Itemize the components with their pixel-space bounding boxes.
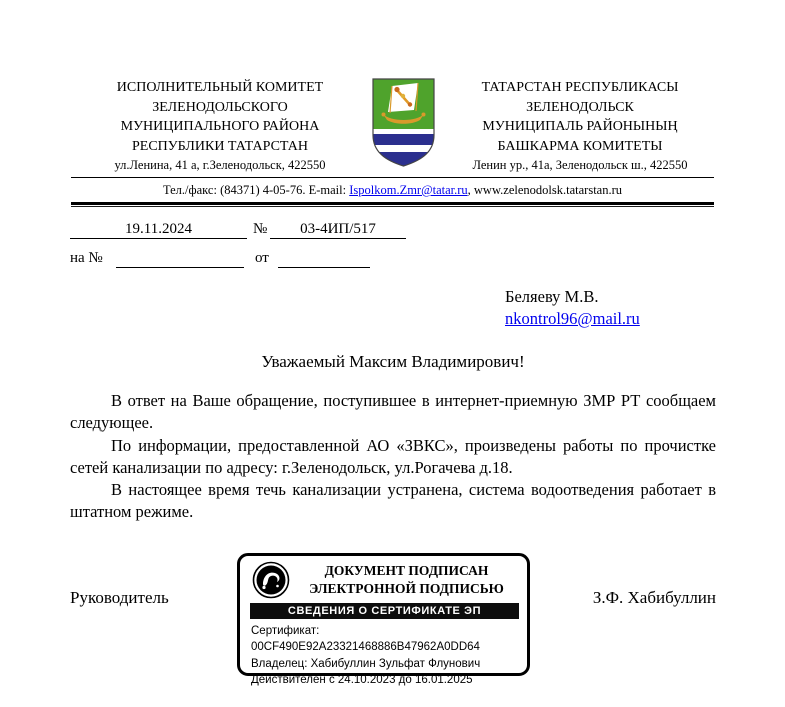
reply-date-blank <box>278 248 370 268</box>
contact-line <box>70 182 715 199</box>
reply-to-label: на № <box>70 250 103 266</box>
stamp-certificate-number: Сертификат: 00CF490E92A23321468886B47962A0DD64 <box>251 625 480 654</box>
org-line: ЗЕЛЕНОДОЛЬСКОГО <box>152 99 288 115</box>
paragraph: В ответ на Ваше обращение, поступившее в интернет-приемную ЗМР РТ сообщаем следующее. <box>70 391 716 433</box>
coat-of-arms-zelenodolsk-icon <box>370 77 437 174</box>
number-sign-label: № <box>253 221 268 237</box>
header-divider-thin <box>71 206 714 207</box>
org-line: ИСПОЛНИТЕЛЬНЫЙ КОМИТЕТ <box>116 80 324 95</box>
stamp-title-line1: ДОКУМЕНТ ПОДПИСАН <box>324 563 489 578</box>
org-name-tatar <box>437 78 723 173</box>
org-line: ЗЕЛЕНОДОЛЬСК <box>526 99 634 115</box>
stamp-title-line2: ЭЛЕКТРОННОЙ ПОДПИСЬЮ <box>309 580 504 596</box>
reply-from-label: от <box>255 250 269 266</box>
stamp-certificate-details <box>251 623 523 688</box>
stamp-certificate-header: СВЕДЕНИЯ О СЕРТИФИКАТЕ ЭП <box>250 603 519 619</box>
stamp-title <box>292 562 521 597</box>
recipient-email-link[interactable]: nkontrol96@mail.ru <box>505 309 640 328</box>
tatarstan-emblem-icon <box>252 561 290 604</box>
org-line: МУНИЦИПАЛЬНОГО РАЙОНА <box>120 119 320 134</box>
esignature-stamp <box>237 553 530 686</box>
header-divider-top <box>71 177 714 178</box>
org-line: БАШКАРМА КОМИТЕТЫ <box>497 138 663 154</box>
letter-number: 03-4ИП/517 <box>300 221 376 237</box>
header-divider-thick <box>71 202 714 205</box>
contact-phone: Тел./факс: (84371) 4-05-76. E-mail: <box>162 183 350 197</box>
signer-name: З.Ф. Хабибуллин <box>592 588 716 607</box>
salutation: Уважаемый Максим Владимирович! <box>261 352 525 371</box>
org-line: МУНИЦИПАЛЬ РАЙОНЫНЫҢ <box>482 119 678 134</box>
paragraph: По информации, предоставленной АО «ЗВКС», произведены работы по прочистке сетей канализации по адресу: г.Зеленодольск, ул.Рогачева д.18. <box>70 435 716 477</box>
recipient-name: Беляеву М.В. <box>505 287 599 306</box>
stamp-owner: Владелец: Хабибуллин Зульфат Флунович <box>251 657 481 670</box>
org-address-tatar: Ленин ур., 41а, Зеленодольск ш., 422550 <box>472 158 688 172</box>
org-line: РЕСПУБЛИКИ ТАТАРСТАН <box>131 138 308 154</box>
signer-position: Руководитель <box>70 588 169 607</box>
reply-number-blank <box>116 248 244 268</box>
stamp-validity: Действителен с 24.10.2023 до 16.01.2025 <box>251 673 473 686</box>
paragraph: В настоящее время течь канализации устранена, система водоотведения работает в штатном режиме. <box>70 480 716 522</box>
org-line: ТАТАРСТАН РЕСПУБЛИКАСЫ <box>481 80 679 95</box>
org-name-russian <box>70 78 370 173</box>
contact-website: , www.zelenodolsk.tatarstan.ru <box>467 183 623 197</box>
recipient-block <box>505 286 640 330</box>
letter-body <box>70 390 716 524</box>
org-address-russian: ул.Ленина, 41 а, г.Зеленодольск, 422550 <box>114 158 326 172</box>
org-email-link[interactable]: Ispolkom.Zmr@tatar.ru <box>349 183 468 197</box>
letter-number-field <box>270 219 406 239</box>
letter-date-field <box>70 219 247 239</box>
letter-date: 19.11.2024 <box>125 221 192 237</box>
